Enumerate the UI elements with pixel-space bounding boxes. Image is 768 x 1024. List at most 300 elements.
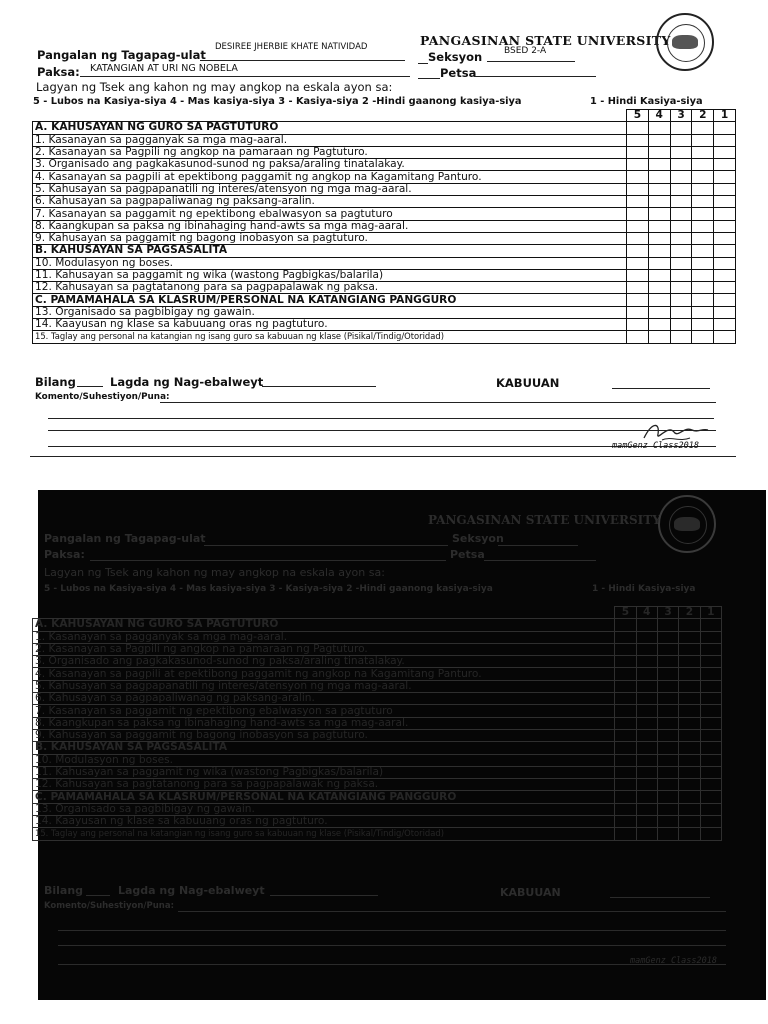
rating-checkbox[interactable] xyxy=(648,257,670,269)
section-prefix-line xyxy=(418,63,428,64)
rating-checkbox[interactable] xyxy=(692,282,714,294)
rating-checkbox[interactable] xyxy=(692,183,714,195)
score-header-3: 3 xyxy=(670,110,692,122)
rating-checkbox[interactable] xyxy=(679,729,700,741)
rating-checkbox[interactable] xyxy=(636,754,657,766)
criteria-row xyxy=(33,693,722,705)
criteria-text: 3. Organisado ang pagkakasunod-sunod ng paksa/araling tinatalakay. xyxy=(33,656,615,668)
dark-university-name: PANGASINAN STATE UNIVERSITY xyxy=(428,513,661,527)
rating-checkbox[interactable] xyxy=(615,779,636,791)
scale-legend: 5 - Lubos na Kasiya-siya 4 - Mas kasiya-siya 3 - Kasiya-siya 2 -Hindi gaanong kasiya-siya xyxy=(33,96,522,107)
date-prefix-line xyxy=(418,78,440,79)
criteria-row xyxy=(33,766,722,778)
criteria-row xyxy=(33,159,736,171)
score-header-3: 3 xyxy=(657,607,678,619)
dark-total-line xyxy=(610,897,710,898)
rating-checkbox[interactable] xyxy=(714,331,736,343)
criteria-row xyxy=(33,257,736,269)
rating-checkbox[interactable] xyxy=(615,693,636,705)
rating-checkbox[interactable] xyxy=(679,705,700,717)
rating-checkbox[interactable] xyxy=(636,779,657,791)
rating-checkbox[interactable] xyxy=(627,196,649,208)
rating-checkbox[interactable] xyxy=(700,631,721,643)
rating-checkbox[interactable] xyxy=(657,729,678,741)
rating-checkbox[interactable] xyxy=(636,828,657,840)
rating-checkbox[interactable] xyxy=(670,171,692,183)
rating-checkbox[interactable] xyxy=(627,208,649,220)
rating-checkbox[interactable] xyxy=(627,306,649,318)
rating-checkbox[interactable] xyxy=(657,693,678,705)
rating-checkbox[interactable] xyxy=(636,693,657,705)
rating-checkbox[interactable] xyxy=(679,680,700,692)
rating-checkbox[interactable] xyxy=(657,631,678,643)
score-header-row xyxy=(33,607,722,619)
rating-checkbox[interactable] xyxy=(692,331,714,343)
count-label: Bilang xyxy=(35,375,76,389)
rating-checkbox[interactable] xyxy=(692,319,714,331)
rating-checkbox[interactable] xyxy=(636,680,657,692)
rating-checkbox[interactable] xyxy=(714,319,736,331)
rating-checkbox[interactable] xyxy=(627,269,649,281)
criteria-text: 10. Modulasyon ng boses. xyxy=(33,257,627,269)
subject-value[interactable]: KATANGIAN AT URI NG NOBELA xyxy=(90,63,238,74)
rating-checkbox[interactable] xyxy=(700,828,721,840)
rating-checkbox[interactable] xyxy=(636,717,657,729)
rating-checkbox[interactable] xyxy=(657,680,678,692)
rating-checkbox[interactable] xyxy=(692,208,714,220)
rating-checkbox[interactable] xyxy=(670,269,692,281)
comment-line-3[interactable] xyxy=(48,430,716,431)
criteria-text: 8. Kaangkupan sa paksa ng ibinahaging hand-awts sa mga mag-aaral. xyxy=(33,220,627,232)
dark-subject-line xyxy=(90,560,446,561)
section-heading-row xyxy=(33,122,736,134)
rating-checkbox[interactable] xyxy=(679,742,700,754)
rating-checkbox[interactable] xyxy=(648,294,670,306)
rating-checkbox[interactable] xyxy=(627,282,649,294)
rating-checkbox[interactable] xyxy=(627,257,649,269)
rating-checkbox[interactable] xyxy=(700,742,721,754)
rating-checkbox[interactable] xyxy=(648,245,670,257)
dark-count-label: Bilang xyxy=(44,884,84,897)
rating-checkbox[interactable] xyxy=(714,282,736,294)
dark-subject-label: Paksa: xyxy=(44,548,85,561)
criteria-row xyxy=(33,680,722,692)
rating-checkbox[interactable] xyxy=(692,269,714,281)
section-heading: A. KAHUSAYAN NG GURO SA PAGTUTURO xyxy=(33,122,627,134)
rating-checkbox[interactable] xyxy=(670,282,692,294)
rating-checkbox[interactable] xyxy=(657,705,678,717)
rating-checkbox[interactable] xyxy=(648,122,670,134)
dark-evaluator-line xyxy=(204,545,448,546)
rating-checkbox[interactable] xyxy=(627,146,649,158)
criteria-text: 13. Organisado sa pagbibigay ng gawain. xyxy=(33,803,615,815)
rating-checkbox[interactable] xyxy=(615,742,636,754)
rating-checkbox[interactable] xyxy=(657,656,678,668)
signature-line[interactable] xyxy=(262,386,376,387)
section-heading: B. KAHUSAYAN SA PAGSASALITA xyxy=(33,742,615,754)
rating-checkbox[interactable] xyxy=(714,269,736,281)
criteria-row xyxy=(33,754,722,766)
rating-checkbox[interactable] xyxy=(692,257,714,269)
rating-checkbox[interactable] xyxy=(700,791,721,803)
dark-comment-line-3 xyxy=(58,945,726,946)
section-heading-row xyxy=(33,791,722,803)
criteria-row xyxy=(33,668,722,680)
rating-checkbox[interactable] xyxy=(627,159,649,171)
rating-checkbox[interactable] xyxy=(679,803,700,815)
rating-checkbox[interactable] xyxy=(648,232,670,244)
rating-checkbox[interactable] xyxy=(714,220,736,232)
section-value[interactable]: BSED 2-A xyxy=(504,46,547,56)
rating-checkbox[interactable] xyxy=(714,208,736,220)
criteria-row xyxy=(33,306,736,318)
score-header-5: 5 xyxy=(615,607,636,619)
criteria-row xyxy=(33,269,736,281)
rating-checkbox[interactable] xyxy=(657,754,678,766)
rating-checkbox[interactable] xyxy=(714,232,736,244)
rating-checkbox[interactable] xyxy=(657,643,678,655)
rating-checkbox[interactable] xyxy=(636,631,657,643)
rating-checkbox[interactable] xyxy=(627,122,649,134)
rating-checkbox[interactable] xyxy=(692,122,714,134)
university-name: PANGASINAN STATE UNIVERSITY xyxy=(420,33,671,48)
criteria-row xyxy=(33,331,736,343)
rating-checkbox[interactable] xyxy=(615,828,636,840)
section-heading: B. KAHUSAYAN SA PAGSASALITA xyxy=(33,245,627,257)
rating-checkbox[interactable] xyxy=(700,656,721,668)
rating-checkbox[interactable] xyxy=(615,729,636,741)
rating-checkbox[interactable] xyxy=(615,705,636,717)
evaluator-name-label: Pangalan ng Tagapag-ulat xyxy=(37,48,206,62)
rating-checkbox[interactable] xyxy=(670,220,692,232)
rating-checkbox[interactable] xyxy=(627,232,649,244)
rating-checkbox[interactable] xyxy=(670,159,692,171)
criteria-row xyxy=(33,656,722,668)
criteria-text: 11. Kahusayan sa paggamit ng wika (wastong Pagbigkas/balarila) xyxy=(33,269,627,281)
rating-checkbox[interactable] xyxy=(670,196,692,208)
rating-checkbox[interactable] xyxy=(679,766,700,778)
rating-checkbox[interactable] xyxy=(657,816,678,828)
rating-checkbox[interactable] xyxy=(692,294,714,306)
rating-checkbox[interactable] xyxy=(648,220,670,232)
rating-checkbox[interactable] xyxy=(670,146,692,158)
section-heading-row xyxy=(33,619,722,631)
dark-count-line xyxy=(86,895,110,896)
dark-university-seal-icon xyxy=(658,495,716,553)
rating-checkbox[interactable] xyxy=(615,668,636,680)
rating-checkbox[interactable] xyxy=(636,656,657,668)
section-label: Seksyon xyxy=(428,50,483,64)
criteria-text: 11. Kahusayan sa paggamit ng wika (wastong Pagbigkas/balarila) xyxy=(33,766,615,778)
rating-checkbox[interactable] xyxy=(648,282,670,294)
comment-label: Komento/Suhestiyon/Puna: xyxy=(35,392,170,402)
dark-date-line xyxy=(484,560,596,561)
rating-checkbox[interactable] xyxy=(700,803,721,815)
criteria-row xyxy=(33,220,736,232)
criteria-row xyxy=(33,134,736,146)
rating-checkbox[interactable] xyxy=(627,331,649,343)
rating-checkbox[interactable] xyxy=(714,294,736,306)
dark-evaluation-table xyxy=(32,606,722,841)
rating-checkbox[interactable] xyxy=(648,306,670,318)
rating-checkbox[interactable] xyxy=(670,245,692,257)
evaluation-form xyxy=(0,0,768,500)
rating-checkbox[interactable] xyxy=(714,122,736,134)
rating-checkbox[interactable] xyxy=(648,319,670,331)
rating-checkbox[interactable] xyxy=(615,803,636,815)
criteria-text: 13. Organisado sa pagbibigay ng gawain. xyxy=(33,306,627,318)
criteria-text: 2. Kasanayan sa Pagpili ng angkop na pamaraan ng Pagtuturo. xyxy=(33,146,627,158)
score-header-2: 2 xyxy=(679,607,700,619)
criteria-text: 14. Kaayusan ng klase sa kabuuang oras ng pagtuturo. xyxy=(33,816,615,828)
criteria-row xyxy=(33,208,736,220)
rating-checkbox[interactable] xyxy=(679,656,700,668)
rating-checkbox[interactable] xyxy=(714,257,736,269)
subject-label: Paksa: xyxy=(37,65,80,79)
total-line[interactable] xyxy=(612,388,710,389)
rating-checkbox[interactable] xyxy=(636,705,657,717)
rating-checkbox[interactable] xyxy=(615,656,636,668)
criteria-text: 1. Kasanayan sa pagganyak sa mga mag-aaral. xyxy=(33,134,627,146)
criteria-row xyxy=(33,319,736,331)
criteria-text: 15. Taglay ang personal na katangian ng isang guro sa kabuuan ng klase (Pisikal/Tindig/Otoridad) xyxy=(33,828,615,840)
rating-checkbox[interactable] xyxy=(700,668,721,680)
criteria-row xyxy=(33,643,722,655)
rating-checkbox[interactable] xyxy=(627,319,649,331)
rating-checkbox[interactable] xyxy=(692,306,714,318)
criteria-row xyxy=(33,729,722,741)
rating-checkbox[interactable] xyxy=(615,680,636,692)
comment-line-2[interactable] xyxy=(48,418,714,419)
rating-checkbox[interactable] xyxy=(627,134,649,146)
rating-checkbox[interactable] xyxy=(679,631,700,643)
rating-checkbox[interactable] xyxy=(670,183,692,195)
rating-checkbox[interactable] xyxy=(692,232,714,244)
rating-checkbox[interactable] xyxy=(657,791,678,803)
rating-checkbox[interactable] xyxy=(615,619,636,631)
rating-checkbox[interactable] xyxy=(692,245,714,257)
rating-checkbox[interactable] xyxy=(648,196,670,208)
rating-checkbox[interactable] xyxy=(636,816,657,828)
criteria-text: 6. Kahusayan sa pagpapaliwanag ng paksang-aralin. xyxy=(33,693,615,705)
rating-checkbox[interactable] xyxy=(615,791,636,803)
rating-checkbox[interactable] xyxy=(692,171,714,183)
rating-checkbox[interactable] xyxy=(636,668,657,680)
rating-checkbox[interactable] xyxy=(692,196,714,208)
criteria-row xyxy=(33,196,736,208)
evaluator-name-value[interactable]: DESIREE JHERBIE KHATE NATIVIDAD xyxy=(215,42,368,52)
rating-checkbox[interactable] xyxy=(714,183,736,195)
score-header-4: 4 xyxy=(636,607,657,619)
rating-checkbox[interactable] xyxy=(636,643,657,655)
rating-checkbox[interactable] xyxy=(657,717,678,729)
rating-checkbox[interactable] xyxy=(615,631,636,643)
criteria-text: 15. Taglay ang personal na katangian ng isang guro sa kabuuan ng klase (Pisikal/Tindig/Otoridad) xyxy=(33,331,627,343)
dark-scale-legend-1: 1 - Hindi Kasiya-siya xyxy=(592,584,696,594)
rating-checkbox[interactable] xyxy=(679,668,700,680)
rating-checkbox[interactable] xyxy=(648,208,670,220)
rating-checkbox[interactable] xyxy=(692,134,714,146)
dark-comment-line-1 xyxy=(178,911,726,912)
rating-checkbox[interactable] xyxy=(714,306,736,318)
rating-checkbox[interactable] xyxy=(636,803,657,815)
criteria-text: 5. Kahusayan sa pagpapanatili ng interes/atensyon ng mga mag-aaral. xyxy=(33,183,627,195)
rating-checkbox[interactable] xyxy=(700,816,721,828)
criteria-row xyxy=(33,779,722,791)
rating-checkbox[interactable] xyxy=(679,779,700,791)
rating-checkbox[interactable] xyxy=(670,122,692,134)
rating-checkbox[interactable] xyxy=(670,232,692,244)
rating-checkbox[interactable] xyxy=(692,146,714,158)
rating-checkbox[interactable] xyxy=(679,816,700,828)
criteria-text: 4. Kasanayan sa pagpili at epektibong paggamit ng angkop na Kagamitang Panturo. xyxy=(33,171,627,183)
rating-checkbox[interactable] xyxy=(670,134,692,146)
criteria-row xyxy=(33,631,722,643)
score-header-row xyxy=(33,110,736,122)
rating-checkbox[interactable] xyxy=(627,220,649,232)
dark-signature-label: Lagda ng Nag-ebalweyt xyxy=(118,884,265,897)
dark-section-line xyxy=(498,545,578,546)
rating-checkbox[interactable] xyxy=(657,619,678,631)
criteria-row xyxy=(33,183,736,195)
rating-checkbox[interactable] xyxy=(714,134,736,146)
rating-checkbox[interactable] xyxy=(648,171,670,183)
criteria-text: 12. Kahusayan sa pagtatanong para sa pagpapalawak ng paksa. xyxy=(33,779,615,791)
subject-line xyxy=(80,76,410,77)
criteria-text: 3. Organisado ang pagkakasunod-sunod ng paksa/araling tinatalakay. xyxy=(33,159,627,171)
dark-date-label: Petsa xyxy=(450,548,485,561)
criteria-text: 9. Kahusayan sa paggamit ng bagong inobasyon sa pagtuturo. xyxy=(33,232,627,244)
dark-evaluation-form xyxy=(35,490,766,1000)
rating-checkbox[interactable] xyxy=(636,791,657,803)
dark-comment-line-4 xyxy=(58,964,726,965)
criteria-text: 4. Kasanayan sa pagpili at epektibong paggamit ng angkop na Kagamitang Panturo. xyxy=(33,668,615,680)
evaluator-name-line xyxy=(200,60,405,61)
rating-checkbox[interactable] xyxy=(615,717,636,729)
rating-checkbox[interactable] xyxy=(648,269,670,281)
section-line xyxy=(487,61,575,62)
rating-checkbox[interactable] xyxy=(636,742,657,754)
criteria-text: 9. Kahusayan sa paggamit ng bagong inobasyon sa pagtuturo. xyxy=(33,729,615,741)
rating-checkbox[interactable] xyxy=(627,171,649,183)
rating-checkbox[interactable] xyxy=(700,680,721,692)
criteria-text: 7. Kasanayan sa paggamit ng epektibong ebalwasyon sa pagtuturo xyxy=(33,705,615,717)
date-line[interactable] xyxy=(474,76,596,77)
rating-checkbox[interactable] xyxy=(636,619,657,631)
rating-checkbox[interactable] xyxy=(679,643,700,655)
rating-checkbox[interactable] xyxy=(657,766,678,778)
rating-checkbox[interactable] xyxy=(679,693,700,705)
rating-checkbox[interactable] xyxy=(670,294,692,306)
rating-checkbox[interactable] xyxy=(700,766,721,778)
criteria-row xyxy=(33,282,736,294)
criteria-text: 12. Kahusayan sa pagtatanong para sa pagpapalawak ng paksa. xyxy=(33,282,627,294)
rating-checkbox[interactable] xyxy=(679,791,700,803)
dark-evaluator-name-label: Pangalan ng Tagapag-ulat xyxy=(44,532,206,545)
total-label: KABUUAN xyxy=(496,376,560,390)
rating-checkbox[interactable] xyxy=(679,619,700,631)
criteria-text: 10. Modulasyon ng boses. xyxy=(33,754,615,766)
criteria-row xyxy=(33,705,722,717)
rating-checkbox[interactable] xyxy=(648,159,670,171)
rating-checkbox[interactable] xyxy=(700,643,721,655)
criteria-text: 7. Kasanayan sa paggamit ng epektibong ebalwasyon sa pagtuturo xyxy=(33,208,627,220)
rating-checkbox[interactable] xyxy=(670,319,692,331)
rating-checkbox[interactable] xyxy=(636,729,657,741)
rating-checkbox[interactable] xyxy=(700,717,721,729)
rating-checkbox[interactable] xyxy=(679,828,700,840)
dark-comment-line-2 xyxy=(58,930,726,931)
university-seal-icon xyxy=(656,13,714,71)
rating-checkbox[interactable] xyxy=(627,183,649,195)
rating-checkbox[interactable] xyxy=(657,779,678,791)
rating-checkbox[interactable] xyxy=(627,245,649,257)
section-heading: A. KAHUSAYAN NG GURO SA PAGTUTURO xyxy=(33,619,615,631)
comment-line-1[interactable] xyxy=(160,402,716,403)
score-header-spacer xyxy=(33,607,615,619)
rating-checkbox[interactable] xyxy=(670,208,692,220)
rating-checkbox[interactable] xyxy=(627,294,649,306)
criteria-text: 8. Kaangkupan sa paksa ng ibinahaging hand-awts sa mga mag-aaral. xyxy=(33,717,615,729)
rating-checkbox[interactable] xyxy=(648,134,670,146)
rating-checkbox[interactable] xyxy=(714,146,736,158)
watermark-text: mamGenz Class2018 xyxy=(612,441,699,451)
dark-scale-legend: 5 - Lubos na Kasiya-siya 4 - Mas kasiya-siya 3 - Kasiya-siya 2 -Hindi gaanong kasiya-siya xyxy=(44,584,493,594)
rating-checkbox[interactable] xyxy=(679,717,700,729)
dark-total-label: KABUUAN xyxy=(500,886,561,899)
rating-checkbox[interactable] xyxy=(615,754,636,766)
rating-checkbox[interactable] xyxy=(615,766,636,778)
rating-checkbox[interactable] xyxy=(714,159,736,171)
rating-checkbox[interactable] xyxy=(692,220,714,232)
rating-checkbox[interactable] xyxy=(700,779,721,791)
rating-checkbox[interactable] xyxy=(700,693,721,705)
rating-checkbox[interactable] xyxy=(648,331,670,343)
rating-checkbox[interactable] xyxy=(700,705,721,717)
section-heading-row xyxy=(33,294,736,306)
rating-checkbox[interactable] xyxy=(670,306,692,318)
rating-checkbox[interactable] xyxy=(670,331,692,343)
rating-checkbox[interactable] xyxy=(648,146,670,158)
rating-checkbox[interactable] xyxy=(657,742,678,754)
rating-checkbox[interactable] xyxy=(714,171,736,183)
rating-checkbox[interactable] xyxy=(615,643,636,655)
rating-checkbox[interactable] xyxy=(648,183,670,195)
dark-instruction-text: Lagyan ng Tsek ang kahon ng may angkop na eskala ayon sa: xyxy=(44,566,385,579)
rating-checkbox[interactable] xyxy=(615,816,636,828)
rating-checkbox[interactable] xyxy=(714,196,736,208)
rating-checkbox[interactable] xyxy=(714,245,736,257)
rating-checkbox[interactable] xyxy=(692,159,714,171)
signature-label: Lagda ng Nag-ebalweyt xyxy=(110,375,264,389)
count-line[interactable] xyxy=(77,386,103,387)
rating-checkbox[interactable] xyxy=(700,754,721,766)
rating-checkbox[interactable] xyxy=(670,257,692,269)
rating-checkbox[interactable] xyxy=(657,803,678,815)
criteria-text: 5. Kahusayan sa pagpapanatili ng interes/atensyon ng mga mag-aaral. xyxy=(33,680,615,692)
rating-checkbox[interactable] xyxy=(679,754,700,766)
bottom-rule xyxy=(30,456,736,457)
rating-checkbox[interactable] xyxy=(700,729,721,741)
dark-section-label: Seksyon xyxy=(452,532,504,545)
section-heading-row xyxy=(33,245,736,257)
rating-checkbox[interactable] xyxy=(636,766,657,778)
rating-checkbox[interactable] xyxy=(657,828,678,840)
criteria-text: 6. Kahusayan sa pagpapaliwanag ng paksang-aralin. xyxy=(33,196,627,208)
criteria-row xyxy=(33,232,736,244)
rating-checkbox[interactable] xyxy=(657,668,678,680)
rating-checkbox[interactable] xyxy=(700,619,721,631)
